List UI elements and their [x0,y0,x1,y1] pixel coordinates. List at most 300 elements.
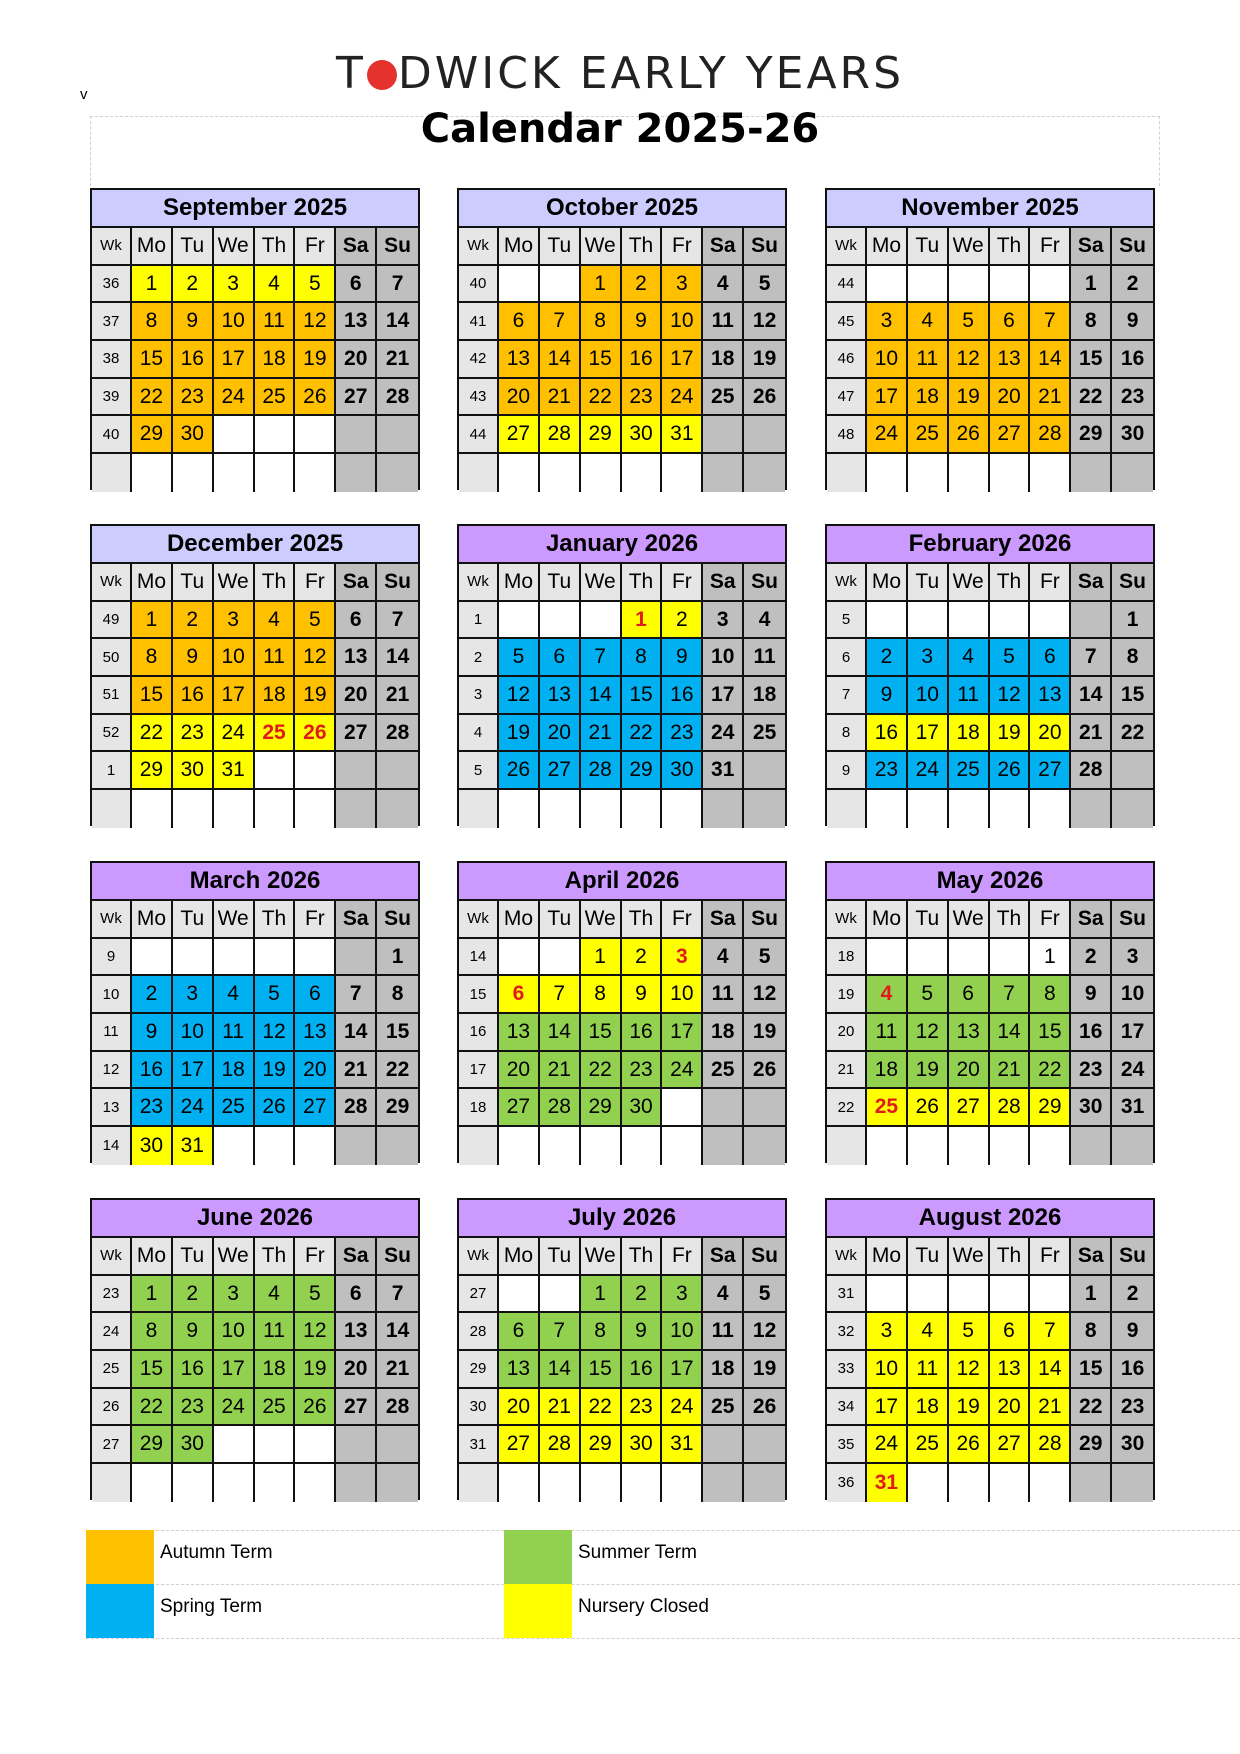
day-cell: 14 [540,341,581,379]
month-days-grid [827,564,1153,828]
day-header: We [949,228,990,266]
legend-rule-middle [86,1584,1240,1585]
day-cell: 10 [703,639,744,677]
day-cell: 23 [173,379,214,417]
day-cell: 21 [336,1052,377,1090]
day-cell: 22 [1071,379,1112,417]
month-title: September 2025 [92,190,418,228]
empty-cell [173,939,214,977]
day-header: Fr [662,564,703,602]
month-july-2026 [457,1198,787,1500]
day-cell: 23 [173,1389,214,1427]
month-days-grid [92,564,418,828]
day-cell: 16 [622,1014,663,1052]
day-cell: 5 [990,639,1031,677]
week-number: 19 [827,976,867,1014]
day-cell: 15 [132,1351,173,1389]
empty-cell [949,1127,990,1165]
week-number: 40 [92,416,132,454]
day-cell: 2 [867,639,908,677]
page-marker: v [80,86,88,103]
week-number [92,1464,132,1502]
day-cell: 3 [662,266,703,304]
day-cell: 12 [949,341,990,379]
day-cell: 25 [908,1426,949,1464]
day-cell: 15 [1071,341,1112,379]
week-number: 4 [459,715,499,753]
empty-cell [949,602,990,640]
empty-cell [214,939,255,977]
day-cell: 12 [949,1351,990,1389]
day-cell: 29 [581,416,622,454]
day-cell: 4 [255,1276,296,1314]
day-cell: 11 [949,677,990,715]
week-number: 34 [827,1389,867,1427]
day-header: Tu [908,564,949,602]
empty-cell [662,454,703,492]
day-cell: 17 [214,341,255,379]
day-cell: 13 [499,1351,540,1389]
day-cell: 2 [622,1276,663,1314]
day-cell: 26 [949,1426,990,1464]
day-cell: 28 [377,379,418,417]
day-header: Th [255,228,296,266]
empty-cell [336,1464,377,1502]
month-title: April 2026 [459,863,785,901]
empty-cell [867,1276,908,1314]
month-days-grid [92,1238,418,1502]
day-cell: 19 [744,1351,785,1389]
week-number [92,454,132,492]
month-title: February 2026 [827,526,1153,564]
day-cell: 28 [1030,1426,1071,1464]
day-header: Su [1112,1238,1153,1276]
week-number: 14 [92,1127,132,1165]
legend-rule-top [86,1530,1240,1531]
day-cell: 27 [295,1089,336,1127]
empty-cell [255,1127,296,1165]
day-cell: 14 [581,677,622,715]
day-cell: 11 [703,1313,744,1351]
day-cell: 16 [622,341,663,379]
day-cell: 29 [1071,1426,1112,1464]
week-number: 13 [92,1089,132,1127]
day-header: Su [377,228,418,266]
day-cell: 7 [540,303,581,341]
day-header: We [581,228,622,266]
week-number: 46 [827,341,867,379]
day-header: Mo [867,564,908,602]
week-number: 47 [827,379,867,417]
day-header: Th [622,1238,663,1276]
day-cell: 23 [1071,1052,1112,1090]
day-cell: 7 [1030,303,1071,341]
day-cell: 17 [867,1389,908,1427]
day-cell: 25 [908,416,949,454]
day-header: Th [990,1238,1031,1276]
empty-cell [499,602,540,640]
day-cell: 8 [132,303,173,341]
day-cell: 28 [1071,752,1112,790]
week-number: 9 [92,939,132,977]
day-header: We [949,901,990,939]
day-cell: 23 [132,1089,173,1127]
week-number: 14 [459,939,499,977]
day-cell: 17 [214,677,255,715]
empty-cell [540,266,581,304]
day-cell: 26 [990,752,1031,790]
day-cell: 1 [1030,939,1071,977]
empty-cell [336,939,377,977]
day-cell: 28 [540,1426,581,1464]
day-cell: 2 [622,939,663,977]
day-cell: 24 [214,1389,255,1427]
empty-cell [377,1426,418,1464]
day-cell: 30 [1112,416,1153,454]
day-cell: 10 [908,677,949,715]
day-cell: 11 [703,976,744,1014]
day-cell: 17 [662,1014,703,1052]
day-cell: 5 [499,639,540,677]
week-number [459,790,499,828]
day-header: We [949,564,990,602]
day-cell: 21 [540,1052,581,1090]
day-cell: 23 [662,715,703,753]
day-cell: 3 [214,1276,255,1314]
day-cell: 28 [336,1089,377,1127]
day-cell: 15 [581,341,622,379]
month-days-grid [827,1238,1153,1502]
day-header: Th [622,564,663,602]
day-header: Mo [132,228,173,266]
day-cell: 22 [581,379,622,417]
empty-cell [744,1127,785,1165]
day-cell: 5 [255,976,296,1014]
day-cell: 30 [173,752,214,790]
day-header: We [581,564,622,602]
empty-cell [1030,454,1071,492]
day-cell: 14 [377,1313,418,1351]
day-cell: 13 [1030,677,1071,715]
day-cell: 23 [173,715,214,753]
day-cell: 18 [908,1389,949,1427]
day-cell: 15 [581,1014,622,1052]
empty-cell [377,790,418,828]
day-cell: 6 [336,602,377,640]
month-december-2025 [90,524,420,826]
week-number: 3 [459,677,499,715]
logo-o-circle [367,60,397,90]
day-cell: 2 [173,1276,214,1314]
day-cell: 27 [336,715,377,753]
day-header: Tu [908,228,949,266]
empty-cell [1030,1276,1071,1314]
day-cell: 11 [908,1351,949,1389]
day-cell: 13 [336,639,377,677]
day-cell: 24 [1112,1052,1153,1090]
empty-cell [377,454,418,492]
day-cell: 6 [336,266,377,304]
week-number: 50 [92,639,132,677]
day-cell: 12 [744,303,785,341]
month-title: November 2025 [827,190,1153,228]
day-cell: 1 [622,602,663,640]
empty-cell [132,790,173,828]
day-cell: 25 [255,1389,296,1427]
day-cell: 8 [1030,976,1071,1014]
day-cell: 25 [949,752,990,790]
empty-cell [703,1464,744,1502]
day-cell: 9 [622,976,663,1014]
day-header: We [214,564,255,602]
empty-cell [622,1127,663,1165]
empty-cell [1071,454,1112,492]
day-cell: 15 [622,677,663,715]
day-cell: 7 [1030,1313,1071,1351]
day-cell: 20 [295,1052,336,1090]
empty-cell [214,1127,255,1165]
day-cell: 7 [377,1276,418,1314]
day-cell: 23 [622,1389,663,1427]
week-number: 36 [827,1464,867,1502]
day-cell: 13 [949,1014,990,1052]
day-header: Su [744,228,785,266]
day-cell: 4 [908,303,949,341]
day-cell: 26 [295,1389,336,1427]
day-cell: 5 [908,976,949,1014]
day-cell: 2 [1071,939,1112,977]
day-cell: 13 [295,1014,336,1052]
day-cell: 3 [867,303,908,341]
empty-cell [540,454,581,492]
week-number: 49 [92,602,132,640]
day-cell: 3 [214,266,255,304]
day-cell: 22 [132,379,173,417]
day-cell: 8 [581,976,622,1014]
day-cell: 27 [990,416,1031,454]
day-cell: 1 [581,1276,622,1314]
week-number: 33 [827,1351,867,1389]
day-cell: 28 [1030,416,1071,454]
day-cell: 8 [1071,1313,1112,1351]
day-header: Sa [336,564,377,602]
day-cell: 7 [1071,639,1112,677]
empty-cell [622,454,663,492]
day-cell: 5 [744,266,785,304]
empty-cell [990,1464,1031,1502]
week-number: 2 [459,639,499,677]
day-cell: 20 [336,1351,377,1389]
day-cell: 14 [1030,341,1071,379]
day-cell: 26 [744,1389,785,1427]
legend-label-spring: Spring Term [160,1596,263,1617]
legend-label-autumn: Autumn Term [160,1542,273,1563]
empty-cell [908,1276,949,1314]
day-header: Sa [336,901,377,939]
day-header: Fr [295,1238,336,1276]
day-cell: 22 [1030,1052,1071,1090]
empty-cell [990,1127,1031,1165]
day-header: Th [990,564,1031,602]
empty-cell [867,266,908,304]
empty-cell [581,602,622,640]
week-number: 11 [92,1014,132,1052]
day-cell: 25 [214,1089,255,1127]
empty-cell [744,416,785,454]
empty-cell [255,752,296,790]
day-cell: 12 [908,1014,949,1052]
empty-cell [499,1276,540,1314]
day-cell: 30 [622,416,663,454]
day-header: Sa [1071,228,1112,266]
empty-cell [499,454,540,492]
day-cell: 28 [377,1389,418,1427]
week-header: Wk [92,1238,132,1276]
day-cell: 13 [540,677,581,715]
week-number: 23 [92,1276,132,1314]
month-june-2026 [90,1198,420,1500]
empty-cell [662,1464,703,1502]
day-cell: 18 [908,379,949,417]
empty-cell [295,1426,336,1464]
empty-cell [336,1426,377,1464]
day-cell: 12 [990,677,1031,715]
empty-cell [540,1276,581,1314]
empty-cell [336,454,377,492]
day-cell: 5 [295,602,336,640]
day-cell: 17 [908,715,949,753]
day-cell: 19 [295,341,336,379]
day-header: Tu [173,901,214,939]
day-cell: 1 [377,939,418,977]
day-cell: 8 [1112,639,1153,677]
empty-cell [949,454,990,492]
empty-cell [540,602,581,640]
day-header: Tu [908,1238,949,1276]
day-header: Mo [499,901,540,939]
week-number: 51 [92,677,132,715]
day-header: Fr [295,228,336,266]
day-cell: 7 [377,602,418,640]
day-cell: 6 [295,976,336,1014]
day-header: Sa [336,1238,377,1276]
empty-cell [867,602,908,640]
week-number: 5 [827,602,867,640]
legend-swatch-autumn [86,1530,154,1584]
day-cell: 8 [377,976,418,1014]
month-title: July 2026 [459,1200,785,1238]
day-cell: 24 [908,752,949,790]
empty-cell [540,1464,581,1502]
day-cell: 6 [336,1276,377,1314]
day-cell: 7 [581,639,622,677]
empty-cell [1112,1464,1153,1502]
day-cell: 9 [867,677,908,715]
week-number: 38 [92,341,132,379]
day-cell: 14 [377,639,418,677]
day-cell: 23 [1112,379,1153,417]
empty-cell [744,790,785,828]
week-number: 17 [459,1052,499,1090]
week-number: 32 [827,1313,867,1351]
month-days-grid [459,1238,785,1502]
day-cell: 24 [214,715,255,753]
day-cell: 24 [703,715,744,753]
day-cell: 27 [336,379,377,417]
day-cell: 1 [581,266,622,304]
day-cell: 6 [540,639,581,677]
day-cell: 21 [990,1052,1031,1090]
empty-cell [499,266,540,304]
day-cell: 6 [499,976,540,1014]
day-cell: 4 [908,1313,949,1351]
day-cell: 10 [173,1014,214,1052]
day-cell: 19 [295,1351,336,1389]
week-header: Wk [92,901,132,939]
day-header: Su [1112,901,1153,939]
week-number: 12 [92,1052,132,1090]
day-cell: 12 [295,1313,336,1351]
week-number: 5 [459,752,499,790]
day-cell: 6 [949,976,990,1014]
day-header: Sa [1071,1238,1112,1276]
empty-cell [990,266,1031,304]
day-cell: 12 [744,976,785,1014]
day-cell: 13 [499,341,540,379]
day-cell: 3 [662,939,703,977]
day-cell: 3 [662,1276,703,1314]
week-header: Wk [827,228,867,266]
empty-cell [255,790,296,828]
month-days-grid [92,228,418,492]
day-cell: 5 [295,266,336,304]
day-header: Tu [540,228,581,266]
day-cell: 15 [1030,1014,1071,1052]
legend-swatch-closed [504,1584,572,1638]
empty-cell [990,939,1031,977]
day-cell: 27 [540,752,581,790]
day-cell: 1 [132,266,173,304]
day-cell: 12 [295,639,336,677]
day-cell: 7 [377,266,418,304]
week-number: 18 [459,1089,499,1127]
month-august-2026 [825,1198,1155,1500]
day-cell: 5 [295,1276,336,1314]
day-cell: 14 [540,1351,581,1389]
day-cell: 13 [336,303,377,341]
week-number: 43 [459,379,499,417]
day-cell: 15 [1071,1351,1112,1389]
day-cell: 10 [867,1351,908,1389]
empty-cell [1071,602,1112,640]
day-cell: 29 [132,416,173,454]
empty-cell [255,416,296,454]
day-header: We [949,1238,990,1276]
day-cell: 27 [990,1426,1031,1464]
day-header: Th [255,1238,296,1276]
empty-cell [703,454,744,492]
week-header: Wk [459,901,499,939]
day-cell: 7 [990,976,1031,1014]
day-cell: 19 [255,1052,296,1090]
empty-cell [703,1426,744,1464]
empty-cell [336,790,377,828]
day-cell: 24 [867,1426,908,1464]
week-number: 31 [459,1426,499,1464]
day-cell: 24 [662,1052,703,1090]
month-title: August 2026 [827,1200,1153,1238]
empty-cell [1030,266,1071,304]
